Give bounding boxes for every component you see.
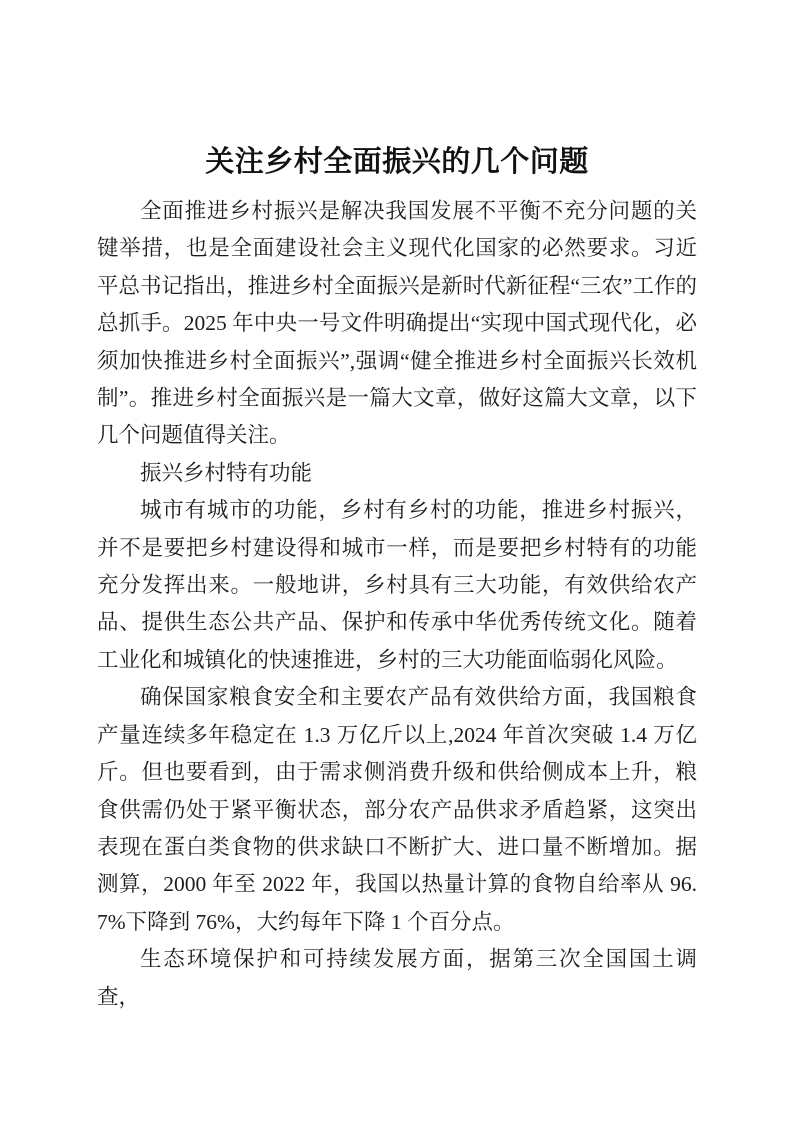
- paragraph-grain-security: 确保国家粮食安全和主要农产品有效供给方面，我国粮食产量连续多年稳定在 1.3 万亿斤以上,2024 年首次突破 1.4 万亿斤。但也要看到，由于需求侧消费升级和供给侧成本上升，粮食供需仍处于紧平衡状态，部分农产品供求矛盾趋紧，这突出表现在蛋白类食物的供求缺口不断扩大、进口量不断增加。据测算，2000 年至 2022 年，我国以热量计算的食物自给率从 96.7%下降到 76%，大约每年下降 1 个百分点。: [97, 685, 697, 934]
- section-heading-rural-functions: 振兴乡村特有功能: [140, 460, 313, 485]
- paragraph-intro: 全面推进乡村振兴是解决我国发展不平衡不充分问题的关键举措，也是全面建设社会主义现代化国家的必然要求。习近平总书记指出，推进乡村全面振兴是新时代新征程“三农”工作的总抓手。2025 年中央一号文件明确提出“实现中国式现代化，必须加快推进乡村全面振兴”,强调“健全推进乡村全面振兴长效机制”。推进乡村全面振兴是一篇大文章，做好这篇大文章，以下几个问题值得关注。: [97, 199, 697, 448]
- document-title: 关注乡村全面振兴的几个问题: [205, 146, 589, 178]
- paragraph-ecology: 生态环境保护和可持续发展方面，据第三次全国国土调查，: [97, 947, 697, 1009]
- paragraph-rural-three-functions: 城市有城市的功能，乡村有乡村的功能，推进乡村振兴，并不是要把乡村建设得和城市一样，而是要把乡村特有的功能充分发挥出来。一般地讲，乡村具有三大功能，有效供给农产品、提供生态公共产品、保护和传承中华优秀传统文化。随着工业化和城镇化的快速推进，乡村的三大功能面临弱化风险。: [97, 498, 697, 672]
